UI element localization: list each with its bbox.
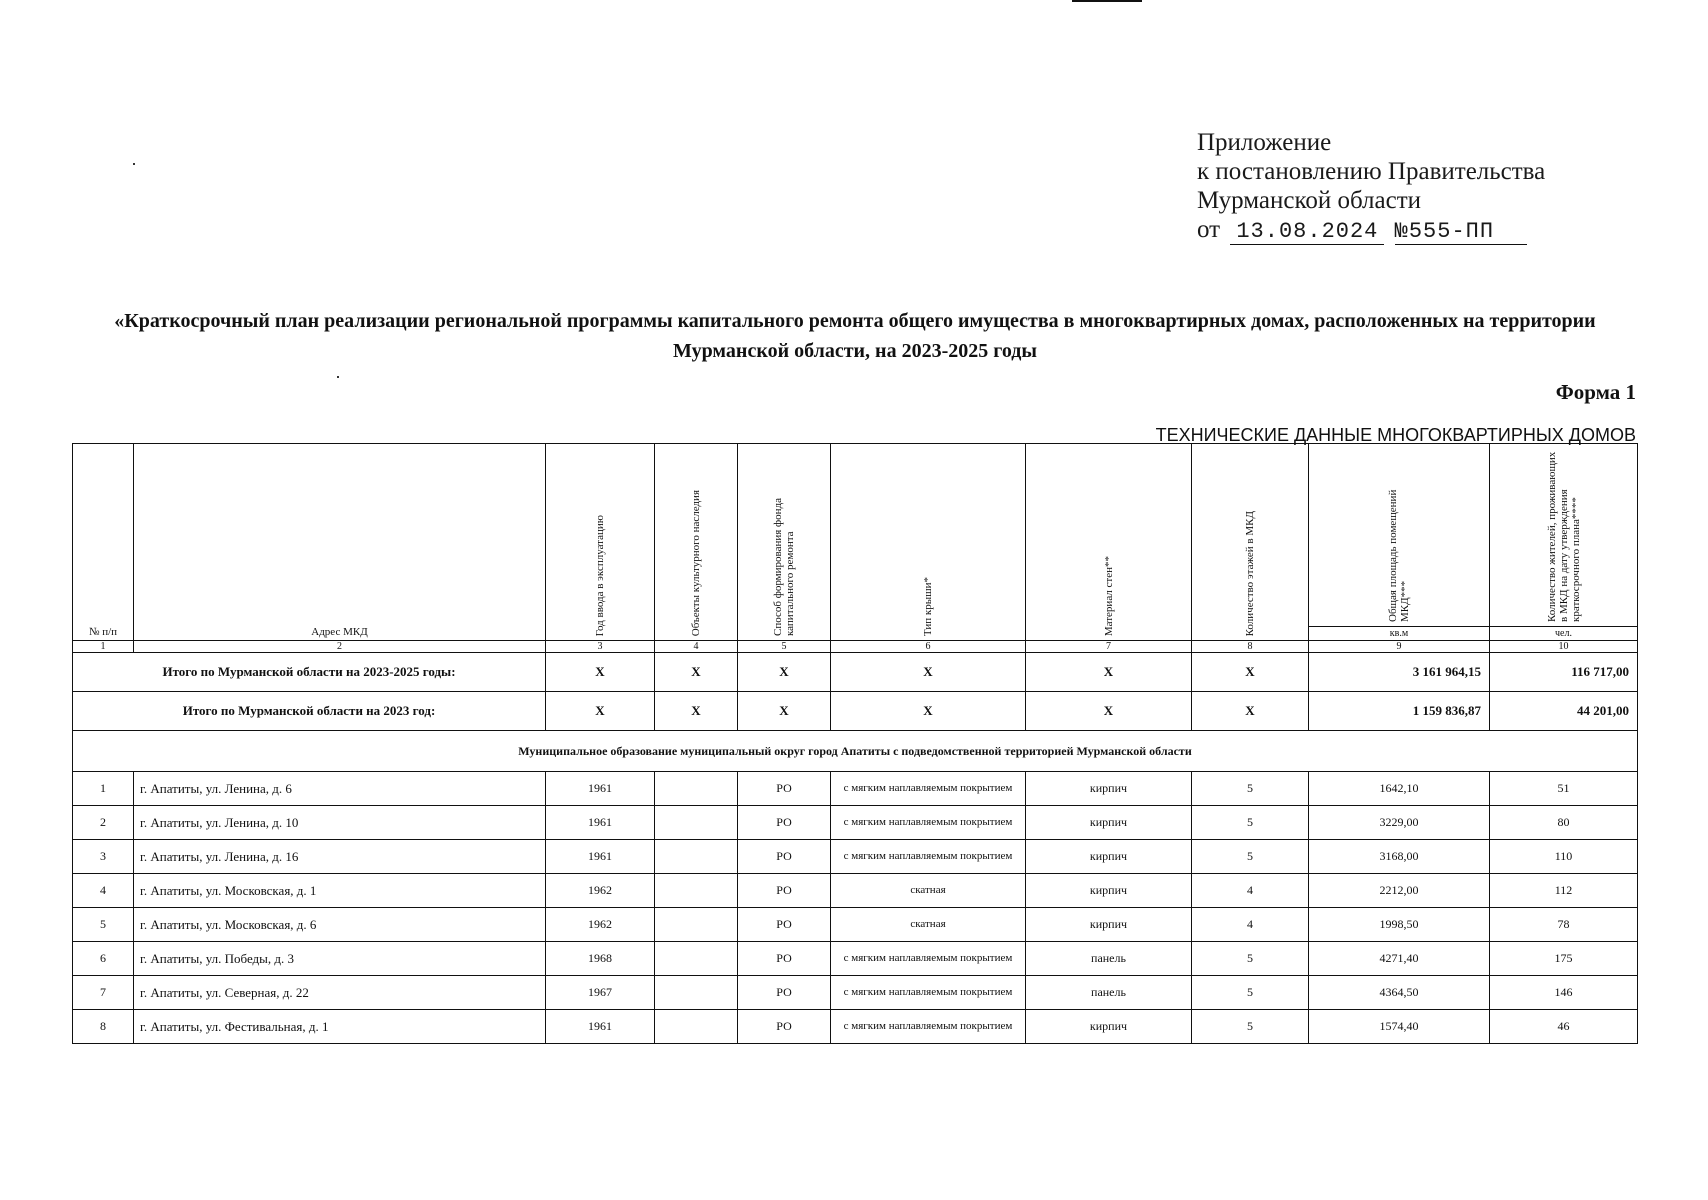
row-floors: 5 bbox=[1192, 942, 1309, 976]
scan-speck bbox=[133, 163, 135, 165]
row-walls: кирпич bbox=[1026, 840, 1192, 874]
row-address: г. Апатиты, ул. Победы, д. 3 bbox=[134, 942, 546, 976]
row-fund: РО bbox=[738, 942, 831, 976]
appendix-line: Приложение bbox=[1197, 129, 1332, 156]
total-x: X bbox=[655, 692, 738, 731]
total-x: X bbox=[831, 692, 1026, 731]
unit-area: кв.м bbox=[1309, 627, 1490, 641]
table-row bbox=[73, 772, 1638, 806]
column-number: 10 bbox=[1490, 641, 1638, 653]
row-roof: с мягким наплавляемым покрытием bbox=[831, 840, 1026, 874]
row-number: 8 bbox=[73, 1010, 134, 1044]
row-area: 3229,00 bbox=[1309, 806, 1490, 840]
row-fund: РО bbox=[738, 874, 831, 908]
total-residents: 44 201,00 bbox=[1490, 692, 1638, 731]
header-cell-roof: Тип крыши* bbox=[831, 444, 1026, 641]
decree-number: №555-ПП bbox=[1395, 220, 1527, 245]
total-area: 3 161 964,15 bbox=[1309, 653, 1490, 692]
row-area: 2212,00 bbox=[1309, 874, 1490, 908]
header-cell-residents: Количество жителей, проживающих в МКД на дату утверждения краткосрочного плана**** bbox=[1490, 444, 1638, 627]
row-floors: 5 bbox=[1192, 772, 1309, 806]
column-number: 7 bbox=[1026, 641, 1192, 653]
row-roof: с мягким наплавляемым покрытием bbox=[831, 772, 1026, 806]
row-area: 1998,50 bbox=[1309, 908, 1490, 942]
unit-residents: чел. bbox=[1490, 627, 1638, 641]
total-x: X bbox=[831, 653, 1026, 692]
table-row bbox=[73, 908, 1638, 942]
row-walls: панель bbox=[1026, 976, 1192, 1010]
row-residents: 112 bbox=[1490, 874, 1638, 908]
row-residents: 110 bbox=[1490, 840, 1638, 874]
house-rows bbox=[73, 772, 1638, 1044]
row-roof: с мягким наплавляемым покрытием bbox=[831, 942, 1026, 976]
total-label: Итого по Мурманской области на 2023 год: bbox=[73, 692, 546, 731]
row-year: 1962 bbox=[546, 908, 655, 942]
table-row bbox=[73, 806, 1638, 840]
row-area: 1574,40 bbox=[1309, 1010, 1490, 1044]
municipality-name: Муниципальное образование муниципальный округ город Апатиты с подведомственной территорией Мурманской области bbox=[73, 731, 1638, 772]
row-floors: 4 bbox=[1192, 874, 1309, 908]
column-number: 9 bbox=[1309, 641, 1490, 653]
column-number: 2 bbox=[134, 641, 546, 653]
total-x: X bbox=[738, 653, 831, 692]
row-walls: кирпич bbox=[1026, 806, 1192, 840]
row-year: 1968 bbox=[546, 942, 655, 976]
row-residents: 175 bbox=[1490, 942, 1638, 976]
row-number: 6 bbox=[73, 942, 134, 976]
header-cell-area: Общая площадь помещений МКД*** bbox=[1309, 444, 1490, 627]
table-row bbox=[73, 874, 1638, 908]
row-fund: РО bbox=[738, 1010, 831, 1044]
appendix-line: к постановлению Правительства bbox=[1197, 158, 1546, 185]
row-number: 4 bbox=[73, 874, 134, 908]
row-roof: скатная bbox=[831, 874, 1026, 908]
row-walls: кирпич bbox=[1026, 1010, 1192, 1044]
row-year: 1961 bbox=[546, 1010, 655, 1044]
row-residents: 46 bbox=[1490, 1010, 1638, 1044]
row-year: 1961 bbox=[546, 806, 655, 840]
row-floors: 5 bbox=[1192, 976, 1309, 1010]
row-floors: 5 bbox=[1192, 1010, 1309, 1044]
row-year: 1962 bbox=[546, 874, 655, 908]
column-number: 3 bbox=[546, 641, 655, 653]
row-roof: с мягким наплавляемым покрытием bbox=[831, 976, 1026, 1010]
total-x: X bbox=[738, 692, 831, 731]
technical-data-table bbox=[72, 443, 1638, 1044]
column-number: 4 bbox=[655, 641, 738, 653]
row-roof: скатная bbox=[831, 908, 1026, 942]
row-fund: РО bbox=[738, 840, 831, 874]
row-residents: 80 bbox=[1490, 806, 1638, 840]
column-number: 8 bbox=[1192, 641, 1309, 653]
table-subtitle: ТЕХНИЧЕСКИЕ ДАННЫЕ МНОГОКВАРТИРНЫХ ДОМОВ bbox=[1155, 425, 1636, 445]
row-walls: кирпич bbox=[1026, 772, 1192, 806]
header-cell-fund: Способ формирования фонда капитального ремонта bbox=[738, 444, 831, 641]
row-heritage bbox=[655, 976, 738, 1010]
row-fund: РО bbox=[738, 976, 831, 1010]
row-address: г. Апатиты, ул. Московская, д. 1 bbox=[134, 874, 546, 908]
row-floors: 5 bbox=[1192, 840, 1309, 874]
total-x: X bbox=[1026, 692, 1192, 731]
column-number: 1 bbox=[73, 641, 134, 653]
row-fund: РО bbox=[738, 772, 831, 806]
row-area: 4364,50 bbox=[1309, 976, 1490, 1010]
table-row bbox=[73, 976, 1638, 1010]
row-residents: 146 bbox=[1490, 976, 1638, 1010]
column-number: 5 bbox=[738, 641, 831, 653]
row-heritage bbox=[655, 908, 738, 942]
row-fund: РО bbox=[738, 806, 831, 840]
row-number: 3 bbox=[73, 840, 134, 874]
appendix-header bbox=[1197, 128, 1637, 245]
form-label: Форма 1 bbox=[1555, 380, 1636, 404]
row-heritage bbox=[655, 772, 738, 806]
row-address: г. Апатиты, ул. Ленина, д. 16 bbox=[134, 840, 546, 874]
header-cell-address: Адрес МКД bbox=[134, 444, 546, 641]
header-cell-year: Год ввода в эксплуатацию bbox=[546, 444, 655, 641]
total-x: X bbox=[546, 692, 655, 731]
row-address: г. Апатиты, ул. Ленина, д. 6 bbox=[134, 772, 546, 806]
row-residents: 51 bbox=[1490, 772, 1638, 806]
row-address: г. Апатиты, ул. Московская, д. 6 bbox=[134, 908, 546, 942]
header-cell-walls: Материал стен** bbox=[1026, 444, 1192, 641]
appendix-line: Мурманской области bbox=[1197, 187, 1422, 214]
total-row-2023-2025 bbox=[73, 653, 1638, 692]
header-cell-heritage: Объекты культурного наследия bbox=[655, 444, 738, 641]
row-area: 1642,10 bbox=[1309, 772, 1490, 806]
row-address: г. Апатиты, ул. Фестивальная, д. 1 bbox=[134, 1010, 546, 1044]
row-heritage bbox=[655, 806, 738, 840]
date-prefix: от bbox=[1197, 216, 1221, 243]
row-heritage bbox=[655, 942, 738, 976]
column-numbers-row bbox=[73, 641, 1638, 653]
total-x: X bbox=[1192, 653, 1309, 692]
row-walls: панель bbox=[1026, 942, 1192, 976]
municipality-row bbox=[73, 731, 1638, 772]
row-number: 7 bbox=[73, 976, 134, 1010]
row-heritage bbox=[655, 840, 738, 874]
total-residents: 116 717,00 bbox=[1490, 653, 1638, 692]
row-roof: с мягким наплавляемым покрытием bbox=[831, 1010, 1026, 1044]
row-heritage bbox=[655, 1010, 738, 1044]
scan-speck bbox=[337, 376, 339, 378]
appendix-date-line bbox=[1197, 215, 1637, 245]
row-number: 1 bbox=[73, 772, 134, 806]
total-x: X bbox=[546, 653, 655, 692]
column-number: 6 bbox=[831, 641, 1026, 653]
row-area: 3168,00 bbox=[1309, 840, 1490, 874]
row-number: 2 bbox=[73, 806, 134, 840]
header-row bbox=[73, 444, 1638, 627]
header-cell-floors: Количество этажей в МКД bbox=[1192, 444, 1309, 641]
row-fund: РО bbox=[738, 908, 831, 942]
row-roof: с мягким наплавляемым покрытием bbox=[831, 806, 1026, 840]
row-year: 1961 bbox=[546, 840, 655, 874]
row-floors: 4 bbox=[1192, 908, 1309, 942]
row-area: 4271,40 bbox=[1309, 942, 1490, 976]
row-address: г. Апатиты, ул. Ленина, д. 10 bbox=[134, 806, 546, 840]
total-x: X bbox=[655, 653, 738, 692]
header-cell-num: № п/п bbox=[73, 444, 134, 641]
row-year: 1961 bbox=[546, 772, 655, 806]
row-heritage bbox=[655, 874, 738, 908]
decree-date: 13.08.2024 bbox=[1230, 220, 1384, 245]
row-number: 5 bbox=[73, 908, 134, 942]
total-row-2023 bbox=[73, 692, 1638, 731]
row-year: 1967 bbox=[546, 976, 655, 1010]
table-row bbox=[73, 1010, 1638, 1044]
table-row bbox=[73, 942, 1638, 976]
total-x: X bbox=[1192, 692, 1309, 731]
total-area: 1 159 836,87 bbox=[1309, 692, 1490, 731]
total-x: X bbox=[1026, 653, 1192, 692]
document-title: «Краткосрочный план реализации региональной программы капитального ремонта общего имущества в многоквартирных домах, расположенных на территории Мурманской области, на 2023-2025 годы bbox=[114, 310, 1596, 362]
row-walls: кирпич bbox=[1026, 908, 1192, 942]
row-floors: 5 bbox=[1192, 806, 1309, 840]
table-row bbox=[73, 840, 1638, 874]
top-edge-mark bbox=[1072, 0, 1142, 2]
row-residents: 78 bbox=[1490, 908, 1638, 942]
row-walls: кирпич bbox=[1026, 874, 1192, 908]
row-address: г. Апатиты, ул. Северная, д. 22 bbox=[134, 976, 546, 1010]
total-label: Итого по Мурманской области на 2023-2025 годы: bbox=[73, 653, 546, 692]
